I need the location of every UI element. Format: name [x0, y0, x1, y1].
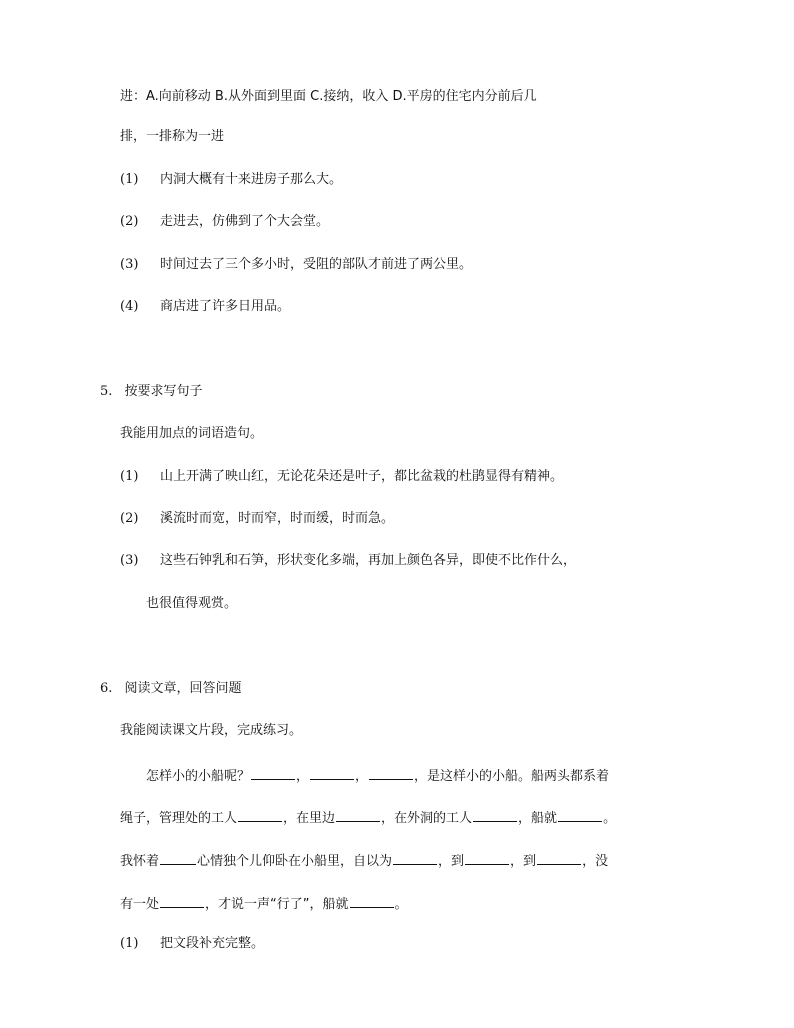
question-number: 6. — [100, 681, 113, 696]
item-number: (1) — [120, 469, 139, 484]
passage-text: ， — [296, 769, 310, 784]
passage-line — [120, 807, 616, 828]
question-number: 5. — [100, 384, 113, 399]
item-number: (4) — [120, 299, 139, 314]
answer-blank[interactable] — [369, 765, 413, 780]
list-item — [120, 213, 329, 231]
passage-text: ，是这样小的小船。船两头都系着 — [414, 769, 610, 784]
passage-text: ，没 — [582, 854, 609, 869]
definition-line — [120, 128, 224, 146]
list-item — [120, 256, 472, 274]
list-item — [120, 468, 563, 486]
passage-text: 心情独个儿仰卧在小船里，自以为 — [197, 854, 393, 869]
passage-text: ，船就 — [518, 811, 558, 826]
question-heading — [100, 680, 242, 698]
definition-text: 排，一排称为一进 — [120, 129, 225, 144]
passage-text: 有一处 — [120, 897, 160, 912]
question-title: 按要求写句子 — [124, 384, 203, 399]
list-item-continuation — [146, 595, 237, 613]
passage-text: ， — [355, 769, 369, 784]
answer-blank[interactable] — [251, 765, 295, 780]
item-text: 把文段补充完整。 — [160, 936, 265, 951]
answer-blank[interactable] — [465, 850, 509, 865]
item-text: 也很值得观赏。 — [146, 596, 238, 611]
instruction — [120, 425, 263, 443]
answer-blank[interactable] — [160, 850, 196, 865]
list-item — [120, 935, 264, 953]
item-text: 山上开满了映山红，无论花朵还是叶子，都比盆栽的杜鹃显得有精神。 — [160, 469, 564, 484]
passage-text: 我怀着 — [120, 854, 160, 869]
answer-blank[interactable] — [393, 850, 437, 865]
answer-blank[interactable] — [238, 807, 282, 822]
answer-blank[interactable] — [558, 807, 602, 822]
list-item — [120, 171, 342, 189]
passage-text: ，到 — [438, 854, 465, 869]
instruction-text: 我能阅读课文片段，完成练习。 — [120, 723, 303, 738]
item-text: 溪流时而宽，时而窄，时而缓，时而急。 — [160, 511, 395, 526]
item-number: (2) — [120, 214, 139, 229]
answer-blank[interactable] — [350, 893, 394, 908]
definition-line — [120, 88, 537, 106]
answer-blank[interactable] — [473, 807, 517, 822]
item-number: (2) — [120, 511, 139, 526]
item-text: 这些石钟乳和石笋，形状变化多端，再加上颜色各异，即使不比作什么， — [160, 553, 577, 568]
passage-text: 怎样小的小船呢？ — [146, 769, 251, 784]
answer-blank[interactable] — [310, 765, 354, 780]
item-number: (3) — [120, 257, 139, 272]
item-number: (1) — [120, 172, 139, 187]
answer-blank[interactable] — [160, 893, 204, 908]
passage-text: 。 — [394, 897, 408, 912]
instruction-text: 我能用加点的词语造句。 — [120, 426, 264, 441]
item-text: 走进去，仿佛到了个大会堂。 — [160, 214, 330, 229]
item-text: 内洞大概有十来进房子那么大。 — [160, 172, 343, 187]
passage-line — [120, 893, 408, 914]
item-number: (3) — [120, 553, 139, 568]
passage-text: ，到 — [510, 854, 537, 869]
passage-line — [146, 765, 609, 786]
instruction — [120, 722, 302, 740]
answer-blank[interactable] — [336, 807, 380, 822]
item-text: 时间过去了三个多小时，受阻的部队才前进了两公里。 — [160, 257, 473, 272]
list-item — [120, 552, 576, 570]
item-number: (1) — [120, 936, 139, 951]
passage-text: ，才说一声“行了”，船就 — [205, 897, 349, 912]
passage-text: 绳子，管理处的工人 — [120, 811, 238, 826]
question-title: 阅读文章，回答问题 — [124, 681, 242, 696]
passage-text: ，在外洞的工人 — [381, 811, 473, 826]
passage-text: ，在里边 — [283, 811, 336, 826]
list-item — [120, 298, 290, 316]
passage-line — [120, 850, 608, 871]
item-text: 商店进了许多日用品。 — [160, 299, 291, 314]
answer-blank[interactable] — [537, 850, 581, 865]
passage-text: 。 — [603, 811, 617, 826]
list-item — [120, 510, 394, 528]
definition-text: 进：A.向前移动 B.从外面到里面 C.接纳，收入 D.平房的住宅内分前后几 — [120, 89, 537, 104]
question-heading — [100, 383, 203, 401]
